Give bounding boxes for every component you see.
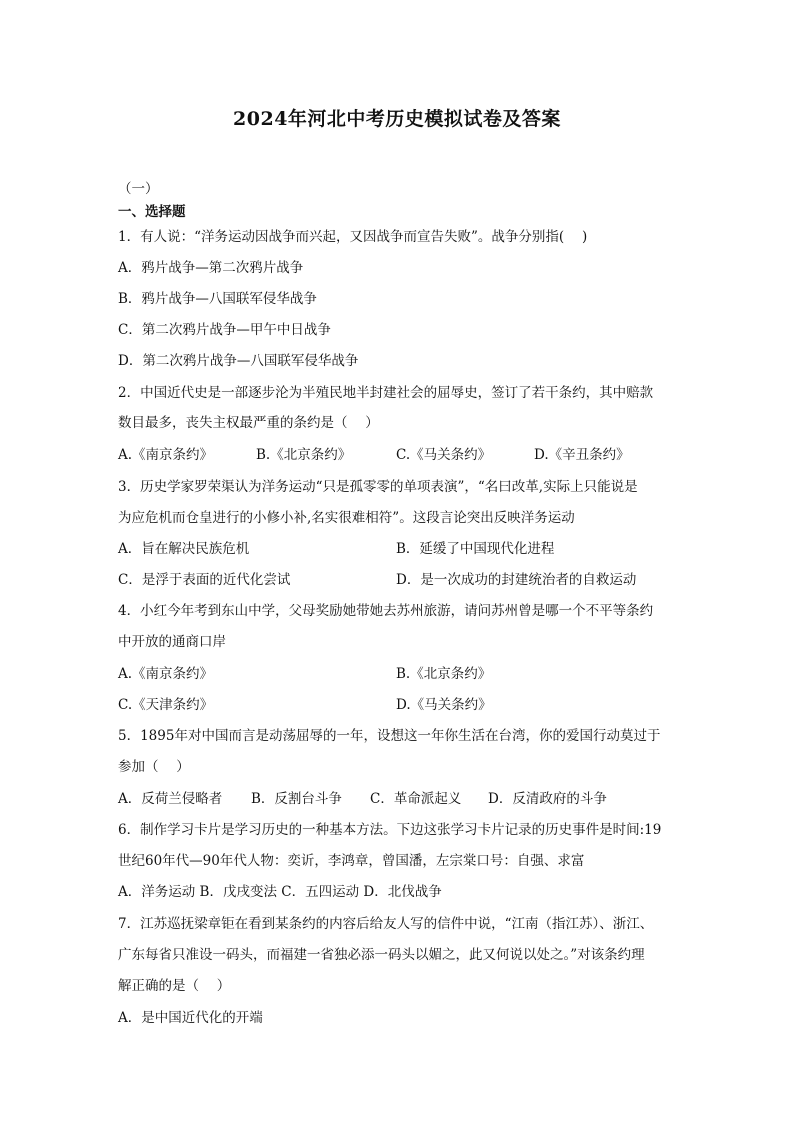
question-1-option-a: A．鸦片战争—第二次鸦片战争	[118, 260, 304, 276]
part-label: （一）	[118, 181, 159, 197]
page-title: 2024年河北中考历史模拟试卷及答案	[233, 108, 561, 130]
question-2-option-d: D.《辛丑条约》	[534, 447, 630, 463]
question-6-options: A．洋务运动 B．戊戌变法 C．五四运动 D．北伐战争	[118, 884, 442, 900]
question-4-stem-line2: 中开放的通商口岸	[118, 634, 226, 650]
question-4-option-d: D.《马关条约》	[396, 697, 492, 713]
section-heading: 一、选择题	[118, 204, 186, 220]
question-3-stem-line2: 为应危机而仓皇进行的小修小补,名实很难相符”。这段言论突出反映洋务运动	[118, 510, 575, 526]
question-6-stem-line2: 世纪60年代—90年代人物：奕䜣，李鸿章，曾国潘，左宗棠口号：自强、求富	[118, 853, 585, 869]
question-1-stem: 1．有人说：“洋务运动因战争而兴起，又因战争而宣告失败”。战争分别指( )	[118, 229, 588, 245]
question-2-option-c: C.《马关条约》	[396, 447, 492, 463]
question-7-stem-line2: 广东每省只准设一码头，而福建一省独必添一码头以媚之，此又何说以处之。”对该条约理	[118, 947, 645, 963]
question-3-option-d: D．是一次成功的封建统治者的自救运动	[396, 572, 637, 588]
question-2-option-b: B.《北京条约》	[256, 447, 352, 463]
question-2-stem-line2: 数目最多，丧失主权最严重的条约是（ ）	[118, 415, 379, 431]
question-2-option-a: A.《南京条约》	[118, 447, 214, 463]
question-5-stem-line1: 5．1895年对中国而言是动荡屈辱的一年，设想这一年你生活在台湾，你的爱国行动莫过于	[118, 728, 661, 744]
question-5-option-c: C．革命派起义	[370, 791, 462, 807]
question-5-option-a: A．反荷兰侵略者	[118, 791, 223, 807]
question-3-stem-line1: 3．历史学家罗荣渠认为洋务运动“只是孤零零的单项表演”，“名曰改革,实际上只能说是	[118, 479, 638, 495]
question-4-option-c: C.《天津条约》	[118, 697, 214, 713]
question-5-option-d: D．反清政府的斗争	[488, 791, 607, 807]
question-4-option-b: B.《北京条约》	[396, 666, 492, 682]
question-7-stem-line1: 7．江苏巡抚梁章钜在看到某条约的内容后给友人写的信件中说，“江南（指江苏）、浙江、	[118, 916, 654, 932]
question-7-option-a: A．是中国近代化的开端	[118, 1010, 263, 1026]
question-6-stem-line1: 6．制作学习卡片是学习历史的一种基本方法。下边这张学习卡片记录的历史事件是时间:19	[118, 822, 662, 838]
question-3-option-b: B．延缓了中国现代化进程	[396, 541, 555, 557]
question-3-option-a: A．旨在解决民族危机	[118, 541, 250, 557]
question-5-stem-line2: 参加（ ）	[118, 759, 190, 775]
question-7-stem-line3: 解正确的是（ ）	[118, 978, 231, 994]
question-1-option-b: B．鸦片战争—八国联军侵华战争	[118, 291, 317, 307]
question-5-option-b: B．反割台斗争	[251, 791, 342, 807]
question-1-option-d: D．第二次鸦片战争—八国联军侵华战争	[118, 353, 359, 369]
question-4-option-a: A.《南京条约》	[118, 666, 214, 682]
question-3-option-c: C．是浮于表面的近代化尝试	[118, 572, 291, 588]
question-1-option-c: C．第二次鸦片战争—甲午中日战争	[118, 322, 331, 338]
question-2-stem-line1: 2．中国近代史是一部逐步沦为半殖民地半封建社会的屈辱史，签订了若干条约，其中赔款	[118, 385, 654, 401]
question-4-stem-line1: 4．小红今年考到东山中学，父母奖励她带她去苏州旅游，请问苏州曾是哪一个不平等条约	[118, 603, 654, 619]
